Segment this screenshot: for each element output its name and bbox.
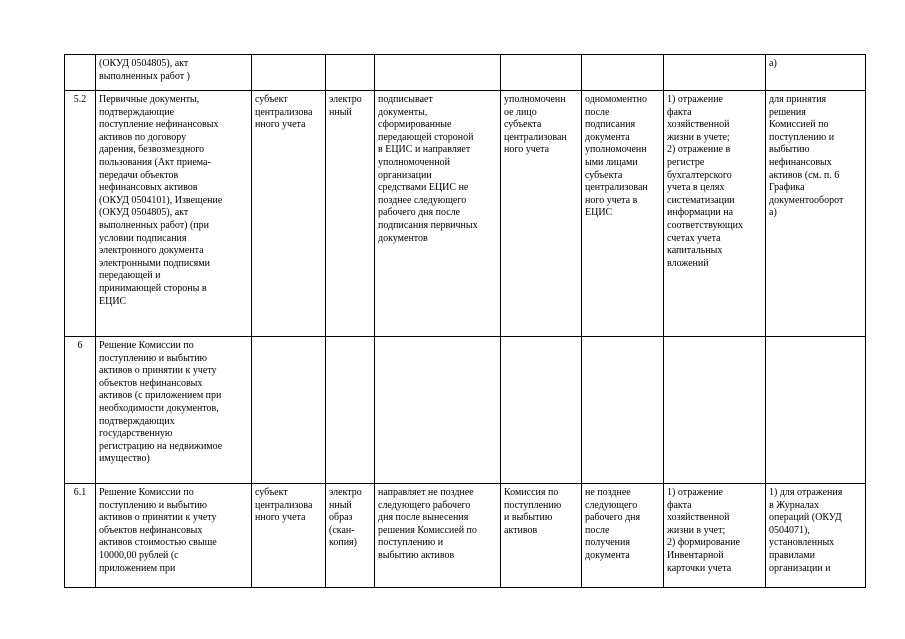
table-row — [65, 337, 866, 484]
row-number: 6.1 — [65, 484, 96, 588]
purpose-cell — [664, 55, 766, 91]
action-cell — [375, 55, 501, 91]
action-cell — [375, 337, 501, 484]
note-cell: а) — [766, 55, 866, 91]
who-creates-cell: субъект централизова нного учета — [252, 91, 326, 337]
document-name-cell: Решение Комиссии по поступлению и выбытию активов о принятии к учету объектов нефинансовых активов (с приложением при необходимости документов, подтверждающих государственную регистрацию на недвижимое имущество) — [96, 337, 252, 484]
who-creates-cell — [252, 55, 326, 91]
document-name-cell: (ОКУД 0504805), акт выполненных работ ) — [96, 55, 252, 91]
document-form-cell: электро нный — [326, 91, 375, 337]
responsible-cell — [501, 55, 582, 91]
deadline-cell — [582, 337, 664, 484]
document-form-cell — [326, 55, 375, 91]
table-row — [65, 484, 866, 588]
note-cell: 1) для отражения в Журналах операций (ОКУД 0504071), установленных правилами организации и — [766, 484, 866, 588]
row-number: 6 — [65, 337, 96, 484]
deadline-cell: не позднее следующего рабочего дня после получения документа — [582, 484, 664, 588]
responsible-cell: Комиссия по поступлению и выбытию активов — [501, 484, 582, 588]
deadline-cell — [582, 55, 664, 91]
purpose-cell: 1) отражение факта хозяйственной жизни в учете; 2) отражение в регистре бухгалтерского учета в целях систематизации информации на соответствующих счетах учета капитальных вложений — [664, 91, 766, 337]
deadline-cell: одномоментно после подписания документа уполномоченн ыми лицами субъекта централизован ного учета в ЕЦИС — [582, 91, 664, 337]
purpose-cell: 1) отражение факта хозяйственной жизни в учет; 2) формирование Инвентарной карточки учета — [664, 484, 766, 588]
purpose-cell — [664, 337, 766, 484]
table-row — [65, 91, 866, 337]
document-form-cell — [326, 337, 375, 484]
responsible-cell: уполномоченн ое лицо субъекта централизован ного учета — [501, 91, 582, 337]
row-number — [65, 55, 96, 91]
note-cell: для принятия решения Комиссией по поступлению и выбытию нефинансовых активов (см. п. 6 Графика документооборот а) — [766, 91, 866, 337]
row-number: 5.2 — [65, 91, 96, 337]
document-name-cell: Решение Комиссии по поступлению и выбытию активов о принятии к учету объектов нефинансовых активов стоимостью свыше 10000,00 рублей (с приложением при — [96, 484, 252, 588]
who-creates-cell — [252, 337, 326, 484]
table-row — [65, 55, 866, 91]
document-name-cell: Первичные документы, подтверждающие поступление нефинансовых активов по договору дарения, безвозмездного пользования (Акт приема- передачи объектов нефинансовых активов (ОКУД 0504101), Извещение (ОКУД 0504805), акт выполненных работ) (при условии подписания электронного документа электронными подписями передающей и принимающей стороны в ЕЦИС — [96, 91, 252, 337]
who-creates-cell: субъект централизова нного учета — [252, 484, 326, 588]
document-flow-table — [64, 54, 866, 588]
note-cell — [766, 337, 866, 484]
document-form-cell: электро нный образ (скан- копия) — [326, 484, 375, 588]
action-cell: направляет не позднее следующего рабочего дня после вынесения решения Комиссией по поступлению и выбытию активов — [375, 484, 501, 588]
responsible-cell — [501, 337, 582, 484]
action-cell: подписывает документы, сформированные передающей стороной в ЕЦИС и направляет уполномоченной организации средствами ЕЦИС не позднее следующего рабочего дня после подписания первичных документов — [375, 91, 501, 337]
